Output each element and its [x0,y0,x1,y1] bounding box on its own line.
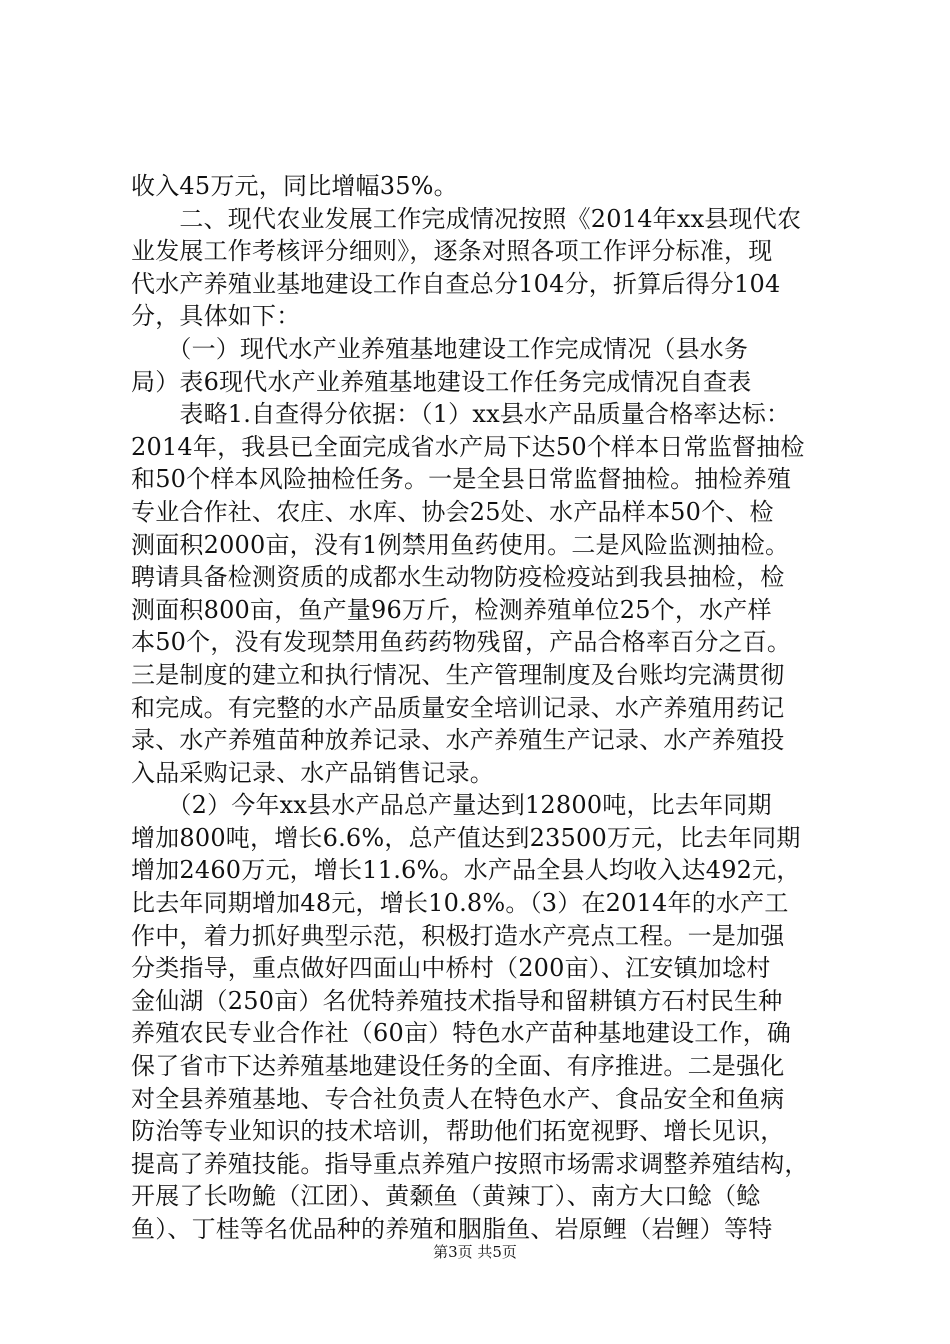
text-line: 表略1.自查得分依据：（1）xx县水产品质量合格率达标： [131,400,791,429]
text-line: 作中，着力抓好典型示范，积极打造水产亮点工程。一是加强 [131,921,785,950]
text-line: 和50个样本风险抽检任务。一是全县日常监督抽检。抽检养殖 [131,465,792,494]
text-line: 防治等专业知识的技术培训，帮助他们拓宽视野、增长见识， [131,1117,785,1146]
page-number-footer: 第3页 共5页 [433,1243,517,1261]
text-line: 局）表6现代水产业养殖基地建设工作任务完成情况自查表 [131,367,752,396]
text-line: 入品采购记录、水产品销售记录。 [131,758,494,787]
text-line: 对全县养殖基地、专合社负责人在特色水产、食品安全和鱼病 [131,1084,785,1113]
text-line: 收入45万元，同比增幅35%。 [131,172,458,200]
text-line: 保了省市下达养殖基地建设任务的全面、有序推进。二是强化 [131,1052,785,1081]
text-line: 金仙湖（250亩）名优特养殖技术指导和留耕镇方石村民生种 [131,986,783,1015]
text-line: 比去年同期增加48元，增长10.8%。（3）在2014年的水产工 [131,889,789,918]
text-line: 增加800吨，增长6.6%，总产值达到23500万元，比去年同期 [131,823,801,852]
text-line: 代水产养殖业基地建设工作自查总分104分，折算后得分104 [131,269,781,298]
text-line: 分，具体如下： [131,302,301,331]
text-line: 三是制度的建立和执行情况、生产管理制度及台账均完满贯彻 [131,660,785,689]
text-line: 和完成。有完整的水产品质量安全培训记录、水产养殖用药记 [131,693,785,722]
text-line: 本50个，没有发现禁用鱼药药物残留，产品合格率百分之百。 [131,628,792,657]
text-line: 增加2460万元，增长11.6%。水产品全县人均收入达492元， [131,856,801,885]
text-line: 提高了养殖技能。指导重点养殖户按照市场需求调整养殖结构， [131,1149,809,1178]
text-line: 二、现代农业发展工作完成情况按照《2014年xx县现代农 [131,204,802,233]
text-line: 测面积800亩，鱼产量96万斤，检测养殖单位25个，水产样 [131,595,772,624]
text-line: 养殖农民专业合作社（60亩）特色水产苗种基地建设工作，确 [131,1019,792,1048]
text-line: 录、水产养殖苗种放养记录、水产养殖生产记录、水产养殖投 [131,726,785,755]
document-body [131,170,831,1246]
text-line: 业发展工作考核评分细则》，逐条对照各项工作评分标准，现 [131,237,773,266]
text-line: 测面积2000亩，没有1例禁用鱼药使用。二是风险监测抽检。 [131,530,790,559]
text-line: 鱼）、丁桂等名优品种的养殖和胭脂鱼、岩原鲤（岩鲤）等特 [131,1215,773,1243]
text-line: （2）今年xx县水产品总产量达到12800吨，比去年同期 [131,791,772,820]
text-line: 分类指导，重点做好四面山中桥村（200亩）、江安镇加埝村 [131,954,771,983]
text-line: 开展了长吻鮠（江团）、黄颡鱼（黄辣丁）、南方大口鲶（鲶 [131,1182,761,1211]
text-line: 专业合作社、农庄、水库、协会25处、水产品样本50个、检 [131,497,774,526]
text-line: （一）现代水产业养殖基地建设工作完成情况（县水务 [131,334,749,363]
text-line: 聘请具备检测资质的成都水生动物防疫检疫站到我县抽检，检 [131,563,785,592]
text-line: 2014年，我县已全面完成省水产局下达50个样本日常监督抽检 [131,432,805,461]
